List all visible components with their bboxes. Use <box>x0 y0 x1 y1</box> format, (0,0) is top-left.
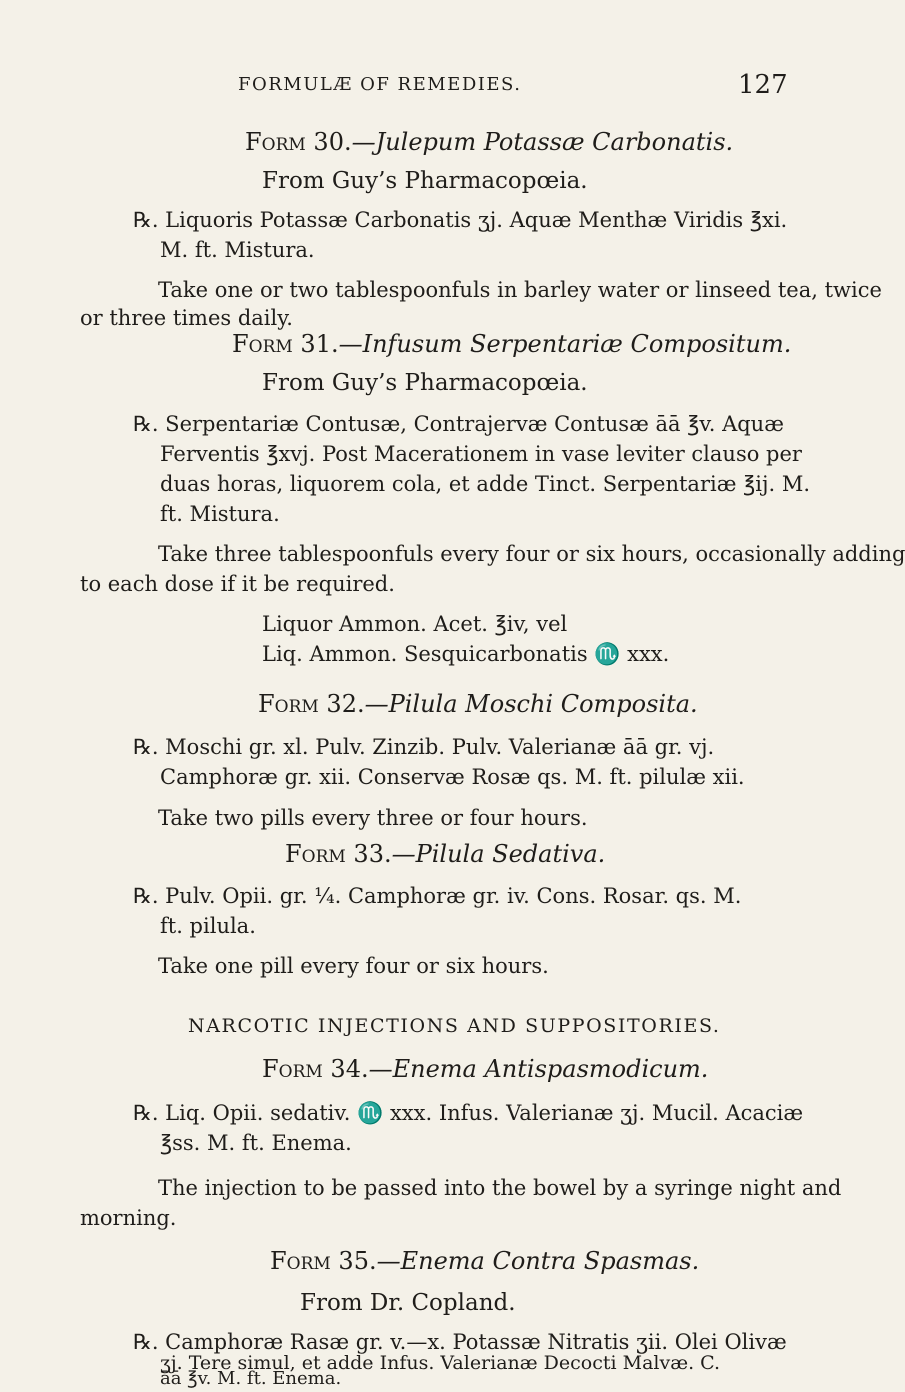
form-32-name: —Pilula Moschi Composita. <box>364 690 698 718</box>
form-34-name: —Enema Antispasmodicum. <box>368 1055 709 1083</box>
form-30-recipe-line-2: M. ft. Mistura. <box>160 238 315 262</box>
form-33-number: Form 33. <box>285 840 392 868</box>
form-31-direction-line-2: to each dose if it be required. <box>80 572 395 596</box>
form-30-direction-line-1: Take one or two tablespoonfuls in barley water or linseed tea, twice <box>158 278 882 302</box>
form-33-name: —Pilula Sedativa. <box>391 840 606 868</box>
form-32-recipe-line-1: ℞. Moschi gr. xl. Pulv. Zinzib. Pulv. Valerianæ āā gr. vj. <box>133 735 715 759</box>
form-34-direction-line-2: morning. <box>80 1206 177 1230</box>
form-30-number: Form 30. <box>245 128 352 156</box>
form-34-number: Form 34. <box>262 1055 369 1083</box>
form-35-source: From Dr. Copland. <box>300 1290 516 1316</box>
form-34-direction-line-1: The injection to be passed into the bowel by a syringe night and <box>158 1176 842 1200</box>
form-34-title <box>262 1055 708 1083</box>
form-34-recipe-line-2: ℥ss. M. ft. Enema. <box>160 1131 352 1155</box>
form-35-number: Form 35. <box>270 1247 377 1275</box>
form-35-recipe-line-1: ℞. Camphoræ Rasæ gr. v.—x. Potassæ Nitratis ʒii. Olei Olivæ <box>133 1330 787 1354</box>
form-31-recipe-line-2: Ferventis ℥xvj. Post Macerationem in vase leviter clauso per <box>160 442 802 466</box>
page-header <box>0 70 801 102</box>
form-31-source: From Guy’s Pharmacopœia. <box>262 370 588 396</box>
form-30-direction-line-2: or three times daily. <box>80 306 293 330</box>
form-30-source: From Guy’s Pharmacopœia. <box>262 168 588 194</box>
form-30-name: —Julepum Potassæ Carbonatis. <box>351 128 734 156</box>
form-33-direction-line-1: Take one pill every four or six hours. <box>158 954 549 978</box>
form-31-title <box>232 330 791 358</box>
page-number: 127 <box>738 70 788 100</box>
form-33-recipe-line-1: ℞. Pulv. Opii. gr. ¼. Camphoræ gr. iv. Cons. Rosar. qs. M. <box>133 884 742 908</box>
section-heading: NARCOTIC INJECTIONS AND SUPPOSITORIES. <box>188 1015 721 1037</box>
form-31-recipe-line-1: ℞. Serpentariæ Contusæ, Contrajervæ Contusæ āā ℥v. Aquæ <box>133 412 784 436</box>
form-35-title <box>270 1247 699 1275</box>
form-33-title <box>285 840 605 868</box>
form-33-recipe-line-2: ft. pilula. <box>160 914 256 938</box>
form-35-name: —Enema Contra Spasmas. <box>376 1247 700 1275</box>
form-34-recipe-line-1: ℞. Liq. Opii. sedativ. ♏ xxx. Infus. Valerianæ ʒj. Mucil. Acaciæ <box>133 1101 804 1125</box>
form-31-addition-line-2: Liq. Ammon. Sesquicarbonatis ♏ xxx. <box>262 642 670 666</box>
form-35-recipe-line-2: ʒj. Tere simul, et adde Infus. Valerianæ Decocti Malvæ. C. <box>160 1352 721 1374</box>
form-32-title <box>258 690 698 718</box>
form-30-recipe-line-1: ℞. Liquoris Potassæ Carbonatis ʒj. Aquæ Menthæ Viridis ℥xi. <box>133 208 788 232</box>
form-32-number: Form 32. <box>258 690 365 718</box>
form-30-title <box>245 128 733 156</box>
form-31-direction-line-1: Take three tablespoonfuls every four or six hours, occasionally adding <box>158 542 905 566</box>
form-31-number: Form 31. <box>232 330 339 358</box>
form-31-recipe-line-4: ft. Mistura. <box>160 502 280 526</box>
form-31-recipe-line-3: duas horas, liquorem cola, et adde Tinct. Serpentariæ ℥ij. M. <box>160 472 810 496</box>
form-32-recipe-line-2: Camphoræ gr. xii. Conservæ Rosæ qs. M. ft. pilulæ xii. <box>160 765 745 789</box>
form-32-direction-line-1: Take two pills every three or four hours. <box>158 806 588 830</box>
form-31-name: —Infusum Serpentariæ Compositum. <box>338 330 792 358</box>
form-35-recipe-line-3: āā ℥v. M. ft. Enema. <box>160 1368 342 1389</box>
form-31-addition-line-1: Liquor Ammon. Acet. ℥iv, vel <box>262 612 568 636</box>
running-title: FORMULÆ OF REMEDIES. <box>238 74 522 95</box>
